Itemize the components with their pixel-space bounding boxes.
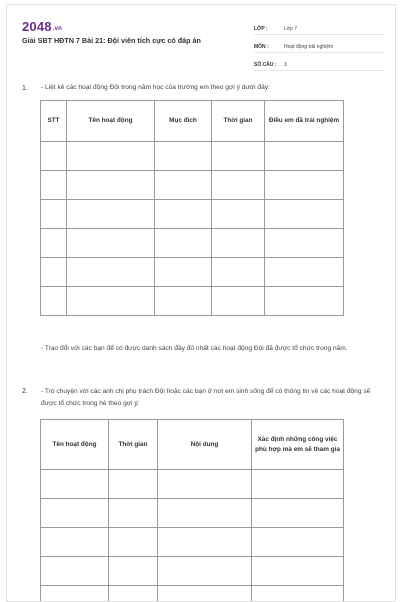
- question-2-prompt: - Trò chuyện với các anh chị phụ trách Đội hoặc các bạn ở nơi em sinh sống để có thông tin về các hoạt động sẽ được tổ chức trong hè theo gợi ý:: [41, 386, 381, 410]
- table-cell[interactable]: [41, 142, 67, 171]
- site-logo[interactable]: [22, 19, 62, 34]
- table-cell[interactable]: [109, 499, 158, 528]
- meta-row-class: [254, 19, 384, 35]
- meta-label: SỐ CÂU :: [254, 62, 284, 70]
- meta-label: MÔN :: [254, 44, 284, 52]
- activity-table-2: [40, 419, 344, 602]
- logo-text: 2048: [22, 19, 52, 34]
- table-cell[interactable]: [252, 470, 344, 499]
- table-cell[interactable]: [41, 229, 67, 258]
- table-cell[interactable]: [155, 258, 212, 287]
- question-1-number: 1.: [22, 85, 28, 92]
- table-cell[interactable]: [158, 470, 252, 499]
- table-cell[interactable]: [41, 200, 67, 229]
- table-cell[interactable]: [265, 287, 344, 316]
- table-cell[interactable]: [212, 142, 265, 171]
- table-cell[interactable]: [265, 200, 344, 229]
- table-cell[interactable]: [155, 229, 212, 258]
- table-row: [41, 258, 344, 287]
- table-row: [41, 171, 344, 200]
- table-row: [41, 142, 344, 171]
- table-cell[interactable]: [41, 557, 109, 586]
- table-cell[interactable]: [212, 258, 265, 287]
- table-cell[interactable]: [41, 258, 67, 287]
- table-cell[interactable]: [158, 557, 252, 586]
- question-1-note: - Trao đổi với các bạn để có được danh sách đầy đủ nhất các hoạt động Đội đã được tổ chức trong năm.: [41, 343, 376, 355]
- column-header: Xác định những công việc phù hợp mà em sẽ tham gia: [252, 420, 344, 470]
- table-cell[interactable]: [212, 171, 265, 200]
- table-row: [41, 499, 344, 528]
- column-header: Thời gian: [109, 420, 158, 470]
- table-cell[interactable]: [212, 287, 265, 316]
- meta-value: Hoạt động trải nghiệm: [284, 44, 333, 52]
- worksheet-page: [6, 4, 396, 602]
- table-cell[interactable]: [41, 470, 109, 499]
- meta-value: 3: [284, 62, 287, 70]
- table-cell[interactable]: [67, 229, 155, 258]
- column-header: Điều em đã trải nghiệm: [265, 101, 344, 142]
- table-cell[interactable]: [155, 287, 212, 316]
- table-row: [41, 287, 344, 316]
- column-header: Tên hoạt động: [67, 101, 155, 142]
- question-2-number: 2.: [22, 388, 28, 395]
- table-header-row: [41, 420, 344, 470]
- table-cell[interactable]: [41, 528, 109, 557]
- column-header: Tên hoạt động: [41, 420, 109, 470]
- table-cell[interactable]: [67, 258, 155, 287]
- table-cell[interactable]: [155, 171, 212, 200]
- meta-row-question-count: [254, 55, 384, 71]
- table-cell[interactable]: [252, 499, 344, 528]
- meta-row-subject: [254, 37, 384, 53]
- table-cell[interactable]: [67, 200, 155, 229]
- meta-box: [254, 19, 384, 73]
- table-cell[interactable]: [155, 142, 212, 171]
- table-cell[interactable]: [67, 287, 155, 316]
- question-1-prompt: - Liệt kê các hoạt động Đội trong năm học của trường em theo gợi ý dưới đây:: [41, 82, 381, 94]
- table-cell[interactable]: [265, 171, 344, 200]
- table-cell[interactable]: [109, 557, 158, 586]
- table-cell[interactable]: [67, 171, 155, 200]
- table-cell[interactable]: [41, 499, 109, 528]
- table-cell[interactable]: [41, 287, 67, 316]
- table-row: [41, 470, 344, 499]
- column-header: STT: [41, 101, 67, 142]
- table-row: [41, 200, 344, 229]
- table-cell[interactable]: [252, 557, 344, 586]
- table-cell[interactable]: [158, 499, 252, 528]
- meta-value: Lớp 7: [284, 26, 297, 34]
- column-header: Thời gian: [212, 101, 265, 142]
- table-cell[interactable]: [67, 142, 155, 171]
- meta-label: LỚP :: [254, 26, 284, 34]
- table-cell[interactable]: [212, 200, 265, 229]
- column-header: Mục đích: [155, 101, 212, 142]
- table-cell[interactable]: [109, 528, 158, 557]
- table-cell[interactable]: [265, 258, 344, 287]
- table-row: [41, 229, 344, 258]
- table-cell[interactable]: [109, 470, 158, 499]
- logo-suffix: .vn: [53, 26, 62, 32]
- table-cell[interactable]: [41, 171, 67, 200]
- document-title: Giải SBT HĐTN 7 Bài 21: Đội viên tích cực có đáp án: [22, 36, 201, 45]
- activity-table-1: [40, 100, 344, 316]
- table-row: [41, 557, 344, 586]
- table-cell[interactable]: [252, 528, 344, 557]
- table-cell[interactable]: [265, 229, 344, 258]
- table-cell[interactable]: [155, 200, 212, 229]
- table-row: [41, 528, 344, 557]
- table-cell[interactable]: [265, 142, 344, 171]
- table-header-row: [41, 101, 344, 142]
- column-header: Nội dung: [158, 420, 252, 470]
- table-cell[interactable]: [158, 528, 252, 557]
- table-cell[interactable]: [212, 229, 265, 258]
